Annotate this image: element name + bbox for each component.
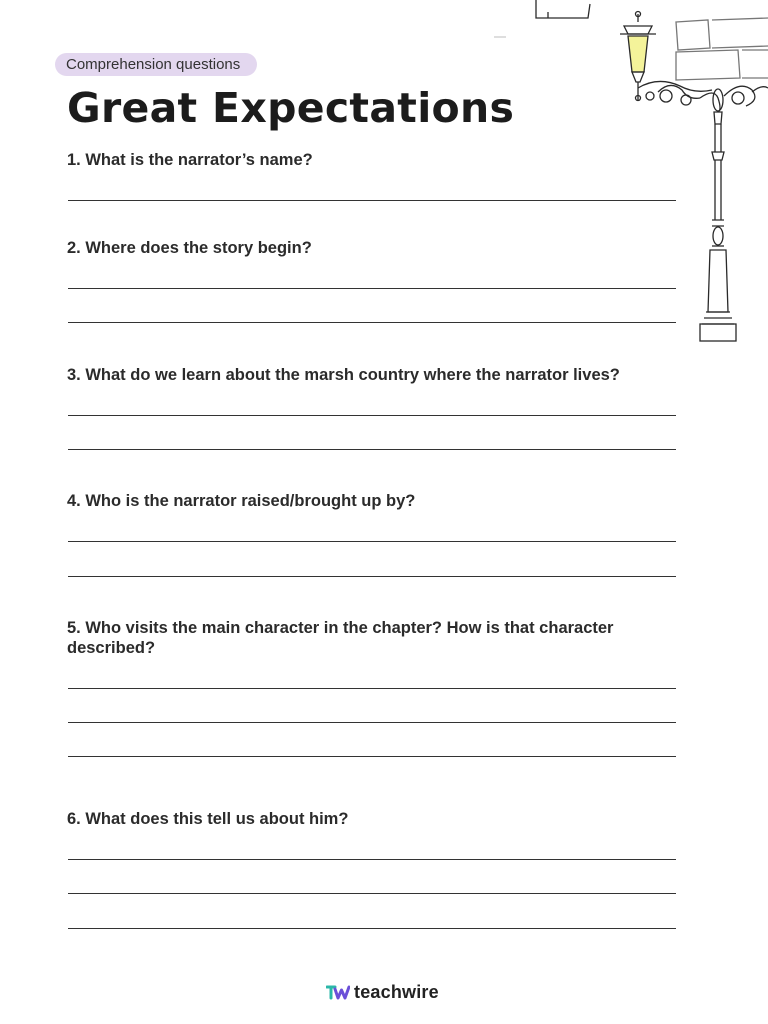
question-2: 2. Where does the story begin?: [67, 239, 312, 257]
answer-line[interactable]: [68, 576, 676, 577]
brand-name: teachwire: [354, 981, 439, 1002]
answer-line[interactable]: [68, 288, 676, 289]
section-badge: Comprehension questions: [55, 53, 257, 76]
answer-line[interactable]: [68, 928, 676, 929]
question-1: 1. What is the narrator’s name?: [67, 151, 313, 169]
answer-line[interactable]: [68, 322, 676, 323]
answer-line[interactable]: [68, 200, 676, 201]
question-6: 6. What does this tell us about him?: [67, 810, 349, 828]
answer-line[interactable]: [68, 722, 676, 723]
footer-logo: [326, 981, 439, 1003]
answer-line[interactable]: [68, 415, 676, 416]
answer-line[interactable]: [68, 449, 676, 450]
answer-line[interactable]: [68, 859, 676, 860]
question-4: 4. Who is the narrator raised/brought up by?: [67, 492, 416, 510]
tw-logo-icon: [326, 984, 350, 1000]
answer-line[interactable]: [68, 893, 676, 894]
question-5: 5. Who visits the main character in the chapter? How is that character described?: [67, 619, 614, 657]
answer-line[interactable]: [68, 756, 676, 757]
question-3: 3. What do we learn about the marsh country where the narrator lives?: [67, 366, 620, 384]
street-lamp-illustration: [490, 0, 768, 345]
answer-line[interactable]: [68, 541, 676, 542]
page-title: Great Expectations: [67, 84, 515, 132]
answer-line[interactable]: [68, 688, 676, 689]
